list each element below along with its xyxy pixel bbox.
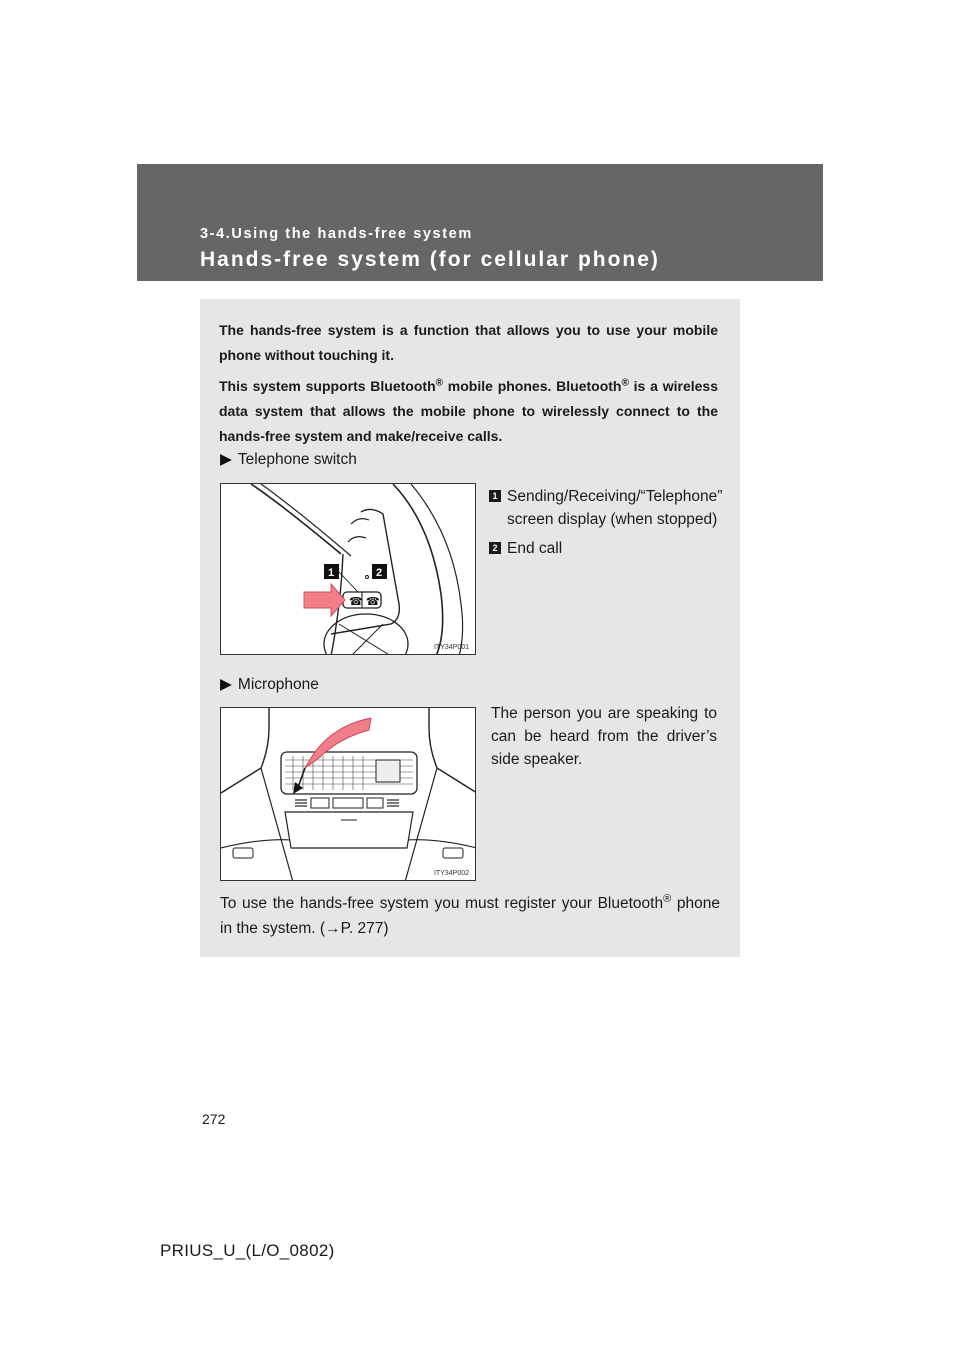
telephone-callouts	[489, 485, 723, 566]
page-title: Hands-free system (for cellular phone)	[200, 248, 660, 271]
callout-2	[489, 537, 719, 560]
callout-number-2: 2	[489, 542, 501, 554]
telephone-switch-heading: ▶ Telephone switch	[220, 451, 357, 468]
callout-text-1: Sending/Receiving/“Telephone” screen display (when stopped)	[507, 488, 723, 528]
steering-switch-illustration	[221, 484, 476, 655]
triangle-bullet-icon: ▶	[220, 676, 232, 693]
microphone-figure	[220, 707, 476, 881]
section-header	[137, 164, 823, 281]
svg-text:☎: ☎	[366, 595, 380, 608]
steering-wheel-figure	[220, 483, 476, 655]
figure-code: ITY34P001	[433, 644, 469, 651]
microphone-description: The person you are speaking to can be heard from the driver’s side speaker.	[491, 705, 717, 768]
page-number: 272	[202, 1111, 226, 1127]
figure-code: ITY34P002	[433, 870, 469, 877]
triangle-bullet-icon: ▶	[220, 451, 232, 468]
intro-paragraph-1: The hands-free system is a function that allows you to use your mobile phone without touching it.	[219, 322, 718, 363]
callout-1	[489, 485, 723, 531]
svg-text:1: 1	[328, 567, 335, 579]
intro-text	[219, 318, 718, 455]
svg-text:2: 2	[376, 567, 383, 579]
svg-text:☎: ☎	[349, 595, 363, 608]
microphone-heading: ▶ Microphone	[220, 676, 319, 693]
callout-number-1: 1	[489, 490, 501, 502]
content-panel	[200, 299, 740, 957]
intro-paragraph-2: This system supports Bluetooth® mobile phones. Bluetooth® is a wireless data system that allows the mobile phone to wirelessly connect to the hands-free system and make/receive calls.	[219, 377, 718, 444]
overhead-console-illustration	[221, 708, 476, 881]
footer-code: PRIUS_U_(L/O_0802)	[160, 1241, 335, 1260]
section-label: 3-4.Using the hands-free system	[200, 226, 473, 242]
registration-note: To use the hands-free system you must register your Bluetooth® phone in the system. (→P. 277)	[220, 892, 720, 937]
callout-text-2: End call	[507, 540, 563, 557]
